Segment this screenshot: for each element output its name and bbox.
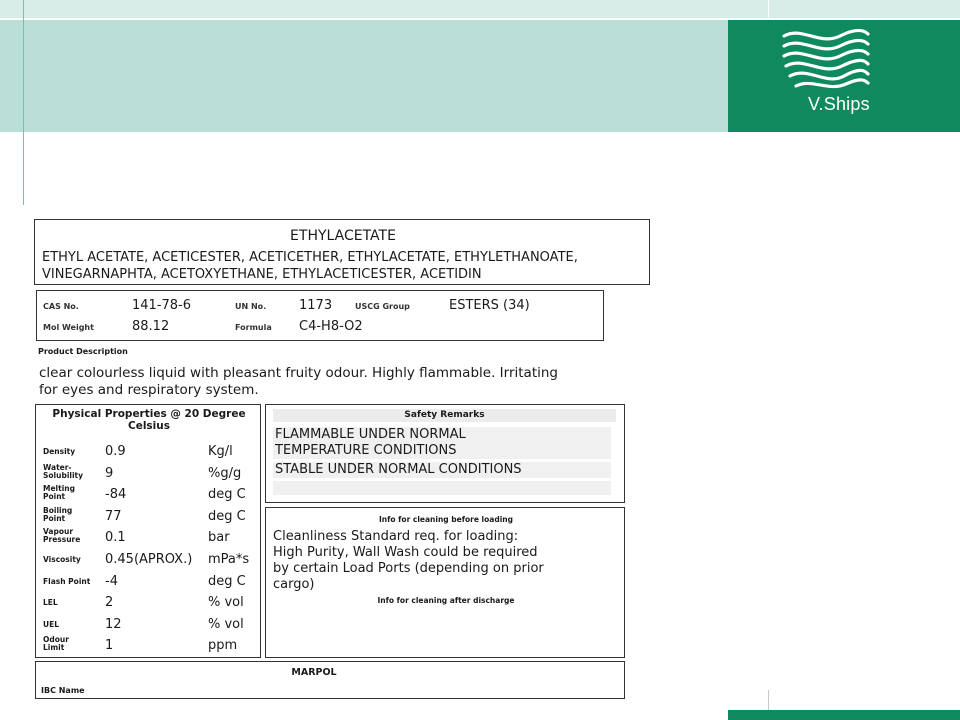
property-label (43, 448, 75, 456)
product-title: ETHYLACETATE (290, 228, 396, 244)
property-row (36, 483, 262, 504)
property-unit: ppm (208, 638, 238, 654)
property-label-line-1: Melting (43, 484, 75, 494)
product-description (39, 365, 609, 399)
property-value: 9 (105, 465, 114, 481)
property-label-line-1: Water- (43, 462, 72, 472)
property-value: 1 (105, 638, 114, 654)
safety-remark-line-2: TEMPERATURE CONDITIONS (275, 443, 457, 458)
safety-remarks-section (265, 404, 625, 503)
bottom-accent-line (768, 690, 769, 710)
property-row (36, 440, 262, 461)
un-label: UN No. (235, 302, 267, 311)
identifiers-section (36, 290, 604, 341)
property-label-line-1: LEL (43, 598, 58, 608)
property-row (36, 613, 262, 634)
synonyms (42, 249, 646, 283)
property-row (36, 591, 262, 612)
footer-bar (728, 710, 960, 720)
property-unit: Kg/l (208, 444, 233, 459)
safety-remark-stable: STABLE UNDER NORMAL CONDITIONS (273, 462, 611, 478)
property-label (43, 464, 83, 480)
uscg-label: USCG Group (355, 302, 410, 311)
property-row (36, 505, 262, 526)
cleaning-after-header: Info for cleaning after discharge (377, 596, 515, 605)
property-label (43, 636, 69, 652)
property-value: 12 (105, 616, 122, 632)
header-banner (0, 20, 728, 132)
un-value: 1173 (299, 298, 333, 313)
property-row (36, 570, 262, 591)
property-value: 0.9 (105, 444, 126, 459)
title-section (34, 219, 650, 285)
property-row (36, 462, 262, 483)
property-label-line-2: Point (43, 513, 66, 523)
product-description-line-1: clear colourless liquid with pleasant fruity odour. Highly flammable. Irritating (39, 365, 558, 381)
top-accent-line (768, 0, 769, 18)
property-unit: mPa*s (208, 552, 250, 567)
synonyms-line-1: ETHYL ACETATE, ACETICESTER, ACETICETHER, ETHYLACETATE, ETHYLETHANOATE, (42, 250, 578, 265)
physical-header-line-1: Physical Properties @ 20 Degree (52, 408, 246, 420)
brand-name: V.Ships (808, 94, 870, 114)
property-value: 77 (105, 508, 122, 524)
property-label-line-1: Density (43, 447, 76, 456)
marpol-header: MARPOL (291, 667, 337, 678)
cleaning-before-header: Info for cleaning before loading (379, 515, 513, 524)
property-label (43, 485, 75, 501)
waves-icon (780, 28, 872, 96)
physical-header-line-2: Celsius (128, 420, 170, 432)
formula-value: C4-H8-O2 (299, 319, 363, 334)
property-label-line-1: Odour (43, 635, 69, 645)
product-description-line-2: for eyes and respiratory system. (39, 382, 259, 398)
product-description-label: Product Description (38, 347, 128, 356)
cleaning-line-1: Cleanliness Standard req. for loading: (273, 529, 519, 544)
vships-logo (728, 20, 960, 132)
synonyms-line-2: VINEGARNAPHTA, ACETOXYETHANE, ETHYLACETICESTER, ACETIDIN (42, 267, 482, 282)
safety-remark-line-1: FLAMMABLE UNDER NORMAL (275, 427, 466, 442)
property-unit: % vol (208, 616, 244, 632)
property-row (36, 526, 262, 547)
physical-properties-header (36, 408, 262, 432)
cas-label: CAS No. (43, 302, 79, 311)
physical-properties-section (35, 404, 261, 658)
property-row (36, 634, 262, 655)
property-label (43, 507, 72, 523)
safety-remark-flammable (273, 427, 611, 459)
uscg-value: ESTERS (34) (449, 298, 530, 313)
left-accent-line (23, 0, 24, 205)
property-unit: deg C (208, 508, 246, 524)
cas-value: 141-78-6 (132, 298, 192, 313)
property-label (43, 621, 59, 629)
cleaning-line-3: by certain Load Ports (depending on prior (273, 561, 544, 576)
cleaning-before-text (273, 529, 618, 593)
property-unit: % vol (208, 595, 244, 611)
safety-remarks-header: Safety Remarks (273, 409, 616, 422)
property-unit: deg C (208, 573, 246, 589)
property-label-line-1: UEL (43, 619, 59, 629)
property-label-line-1: Boiling (43, 505, 73, 515)
formula-label: Formula (235, 323, 272, 332)
property-label-line-2: Point (43, 492, 66, 502)
property-label (43, 599, 58, 607)
property-label-line-1: Flash Point (43, 576, 91, 586)
property-value: 2 (105, 595, 114, 611)
mol-weight-value: 88.12 (132, 319, 170, 334)
banner-top-strip (0, 0, 960, 18)
ibc-name-label: IBC Name (41, 686, 85, 695)
property-label-line-2: Solubility (43, 470, 84, 480)
property-label-line-2: Limit (43, 643, 65, 653)
property-unit: deg C (208, 487, 246, 503)
property-value: -84 (105, 487, 127, 503)
property-label (43, 528, 80, 544)
property-value: -4 (105, 573, 118, 589)
property-unit: bar (208, 530, 230, 546)
cleaning-section (265, 507, 625, 658)
property-label-line-2: Pressure (43, 535, 81, 545)
mol-weight-label: Mol Weight (43, 323, 94, 332)
safety-remark-empty (273, 481, 611, 495)
cleaning-line-4: cargo) (273, 577, 315, 592)
property-label (43, 578, 90, 586)
cleaning-line-2: High Purity, Wall Wash could be required (273, 545, 538, 560)
property-label (43, 556, 81, 564)
marpol-section (35, 661, 625, 699)
property-row (36, 548, 262, 569)
property-unit: %g/g (208, 465, 242, 481)
property-label-line-1: Viscosity (43, 555, 81, 564)
property-value: 0.1 (105, 530, 126, 546)
property-label-line-1: Vapour (43, 527, 74, 537)
property-value: 0.45(APROX.) (105, 552, 193, 567)
